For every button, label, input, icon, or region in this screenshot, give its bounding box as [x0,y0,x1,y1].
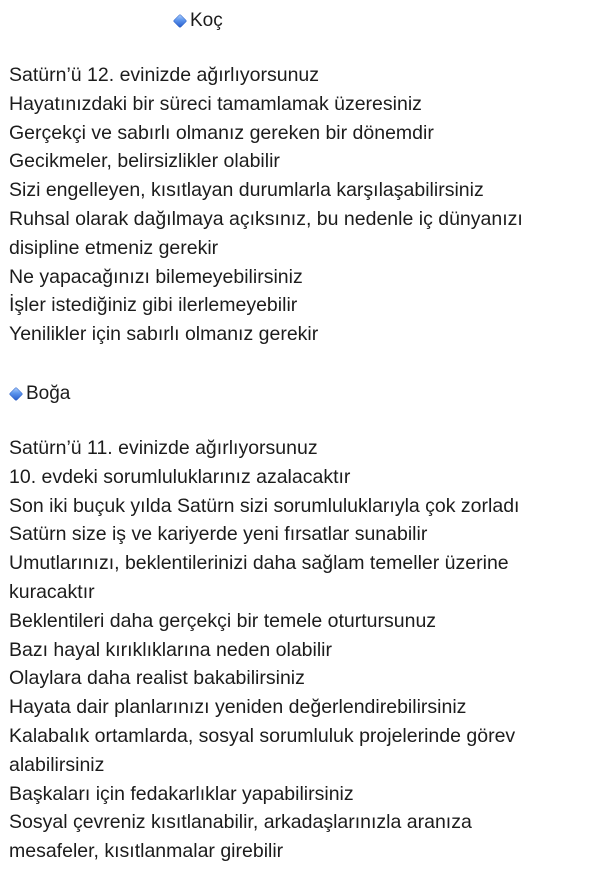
text-line: Kalabalık ortamlarda, sosyal sorumluluk projelerinde görev [9,724,516,747]
text-line: Başkaları için fedakarlıklar yapabilirsiniz [9,782,354,805]
text-line: Ruhsal olarak dağılmaya açıksınız, bu nedenle iç dünyanızı [9,207,523,230]
text-line: Sizi engelleyen, kısıtlayan durumlarla karşılaşabilirsiniz [9,179,484,202]
text-line: Satürn size iş ve kariyerde yeni fırsatlar sunabilir [9,523,428,546]
section-title-boga: Boğa [26,383,71,404]
text-line: Hayatınızdaki bir süreci tamamlamak üzeresiniz [9,92,422,115]
text-line: Bazı hayal kırıklıklarına neden olabilir [9,638,332,661]
text-line: Beklentileri daha gerçekçi bir temele oturtursunuz [9,609,437,632]
section-heading-koc [174,7,223,35]
text-line: 10. evdeki sorumluluklarınız azalacaktır [9,465,351,488]
text-line: disipline etmeniz gerekir [9,236,219,259]
text-line: Hayata dair planlarınızı yeniden değerlendirebilirsiniz [9,696,467,719]
text-line: Satürn’ü 12. evinizde ağırlıyorsunuz [9,64,320,86]
blue-diamond-icon [173,14,187,28]
blue-diamond-icon [9,387,23,401]
text-line: Satürn’ü 11. evinizde ağırlıyorsunuz [9,437,318,459]
section-heading-boga [10,380,70,408]
text-line: Gecikmeler, belirsizlikler olabilir [9,150,280,173]
section-title-koc: Koç [190,10,223,31]
text-line: Umutlarınızı, beklentilerinizi daha sağlam temeller üzerine [9,552,509,575]
text-line: Sosyal çevreniz kısıtlanabilir, arkadaşlarınızla aranıza [9,811,472,834]
text-line: İşler istediğiniz gibi ilerlemeyebilir [9,294,298,317]
text-line: Ne yapacağınızı bilemeyebilirsiniz [9,265,303,288]
text-line: mesafeler, kısıtlanmalar girebilir [9,840,284,863]
text-line: Gerçekçi ve sabırlı olmanız gereken bir dönemdir [9,121,434,144]
section-body-boga [9,434,519,866]
text-line: Olaylara daha realist bakabilirsiniz [9,667,305,690]
text-line: kuracaktır [9,580,95,603]
text-line: Son iki buçuk yılda Satürn sizi sorumluluklarıyla çok zorladı [9,494,520,517]
text-line: Yenilikler için sabırlı olmanız gerekir [9,323,319,346]
section-body-koc [9,61,523,349]
text-line: alabilirsiniz [9,753,105,776]
